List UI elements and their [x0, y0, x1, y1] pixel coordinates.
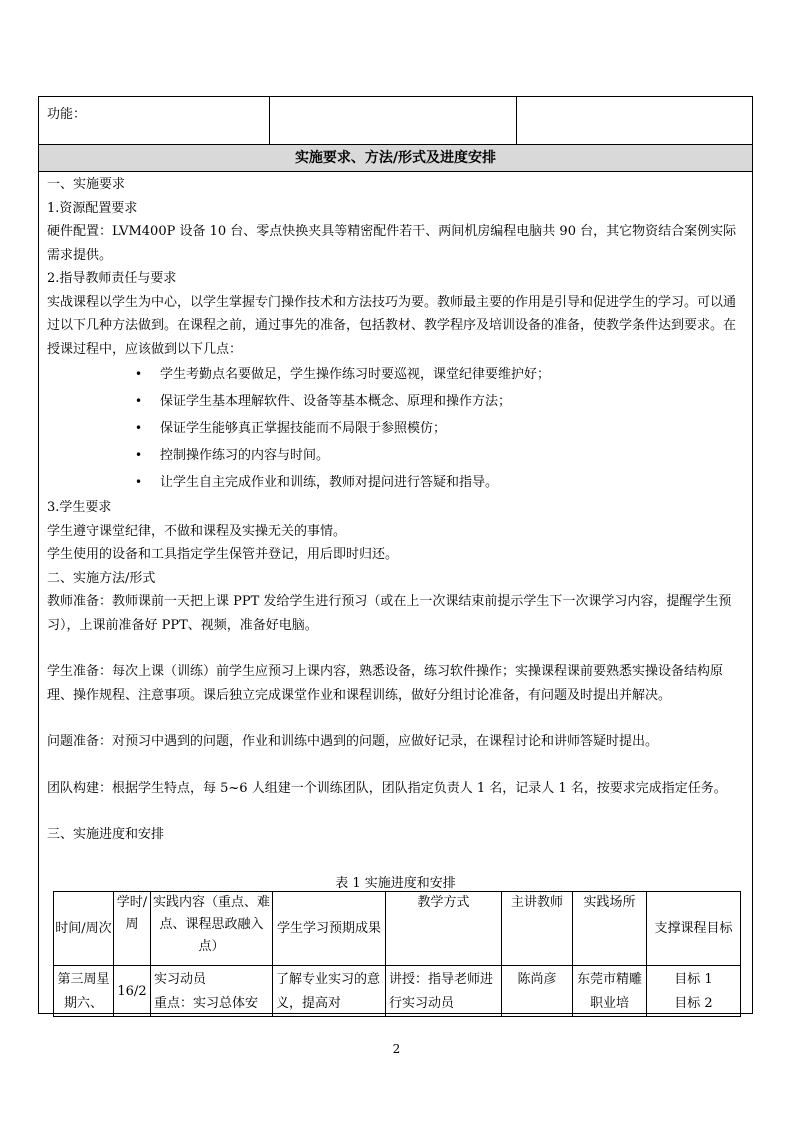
bullet-item	[47, 415, 747, 442]
problem-prep: 问题准备：对预习中遇到的问题，作业和训练中遇到的问题，应做好记录，在课程讨论和讲师答疑时提出。	[47, 734, 659, 749]
student-req-2: 学生使用的设备和工具指定学生保管并登记，用后即时归还。	[47, 547, 399, 562]
header-cell: 主讲教师	[502, 892, 573, 966]
teacher-prep: 教师准备：教师课前一天把上课 PPT 发给学生进行预习（或在上一次课结束前提示学生下一次课学习内容，提醒学生预习），上课前准备好 PPT、视频，准备好电脑。	[47, 594, 732, 633]
bullet-item	[47, 442, 747, 469]
table-cell: 陈尚彦	[502, 966, 573, 1017]
section-title: 实施要求、方法/形式及进度安排	[39, 145, 752, 172]
bullet-icon: •	[135, 448, 143, 462]
bullet-item	[47, 469, 747, 496]
table-cell: 目标 1 目标 2	[647, 966, 741, 1017]
bullet-icon: •	[135, 421, 143, 435]
function-row	[39, 97, 752, 145]
header-cell: 支撑课程目标	[647, 892, 741, 966]
bullet-item	[47, 388, 747, 415]
teacher-text: 实战课程以学生为中心，以学生掌握专门操作技术和方法技巧为要。教师最主要的作用是引导和促进学生的学习。可以通过以下几种方法做到。在课程之前，通过事先的准备，包括教材、教学程序及培训设备的准备，使教学条件达到要求。在授课过程中，应该做到以下几点：	[47, 294, 737, 357]
heading-1-2: 2.指导教师责任与要求	[47, 271, 177, 286]
resource-text: 硬件配置：LVM400P 设备 10 台、零点快换夹具等精密配件若干、两间机房编程电脑共 90 台，其它物资结合案例实际需求提供。	[47, 224, 737, 263]
teacher-bullets	[47, 361, 747, 496]
table-cell: 讲授：指导老师进行实习动员	[386, 966, 502, 1017]
document-frame	[38, 96, 753, 1014]
bullet-icon: •	[135, 394, 143, 408]
student-prep: 学生准备：每次上课（训练）前学生应预习上课内容，熟悉设备，练习软件操作；实操课程课前要熟悉实操设备结构原理、操作规程、注意事项。课后独立完成课堂作业和课程训练，做好分组讨论准备，有问题及时提出并解决。	[47, 664, 724, 703]
header-cell: 教学方式	[386, 892, 502, 966]
bullet-text: 让学生自主完成作业和训练，教师对提问进行答疑和指导。	[160, 475, 499, 490]
function-cell-2	[270, 97, 517, 144]
table-cell: 16/2	[114, 966, 151, 1017]
function-label: 功能：	[47, 107, 87, 122]
table-row	[54, 966, 741, 1017]
table-cell: 实习动员 重点：实习总体安	[151, 966, 273, 1017]
header-cell: 实践内容（重点、难点、课程思政融入点）	[151, 892, 273, 966]
header-cell: 实践场所	[573, 892, 647, 966]
table-header-row	[54, 892, 741, 966]
schedule-table	[53, 891, 741, 1017]
team-building: 团队构建：根据学生特点，每 5~6 人组建一个训练团队，团队指定负责人 1 名，记录人 1 名，按要求完成指定任务。	[47, 780, 727, 796]
function-cell	[39, 97, 270, 144]
function-cell-3	[517, 97, 753, 144]
bullet-item	[47, 361, 747, 388]
heading-3: 三、实施进度和安排	[47, 827, 165, 842]
table-caption: 表 1 实施进度和安排	[335, 876, 456, 891]
header-cell: 时间/周次	[54, 892, 114, 966]
heading-1: 一、实施要求	[47, 177, 126, 192]
table-cell: 了解专业实习的意义，提高对	[273, 966, 386, 1017]
bullet-text: 保证学生基本理解软件、设备等基本概念、原理和操作方法；	[160, 394, 512, 409]
heading-1-3: 3.学生要求	[47, 500, 112, 515]
bullet-icon: •	[135, 475, 143, 489]
bullet-icon: •	[135, 367, 143, 381]
heading-2: 二、实施方法/形式	[47, 570, 156, 586]
student-req-1: 学生遵守课堂纪律，不做和课程及实操无关的事情。	[47, 523, 347, 539]
bullet-text: 保证学生能够真正掌握技能而不局限于参照模仿；	[160, 421, 447, 436]
body-text	[47, 173, 747, 847]
table-cell: 东莞市精雕职业培	[573, 966, 647, 1017]
heading-1-1: 1.资源配置要求	[47, 200, 138, 216]
bullet-text: 控制操作练习的内容与时间。	[160, 448, 330, 463]
header-cell: 学生学习预期成果	[273, 892, 386, 966]
bullet-text: 学生考勤点名要做足，学生操作练习时要巡视，课堂纪律要维护好；	[160, 367, 551, 382]
page-number: 2	[392, 1042, 401, 1056]
table-cell: 第三周星期六、	[54, 966, 114, 1017]
header-cell: 学时/周	[114, 892, 151, 966]
